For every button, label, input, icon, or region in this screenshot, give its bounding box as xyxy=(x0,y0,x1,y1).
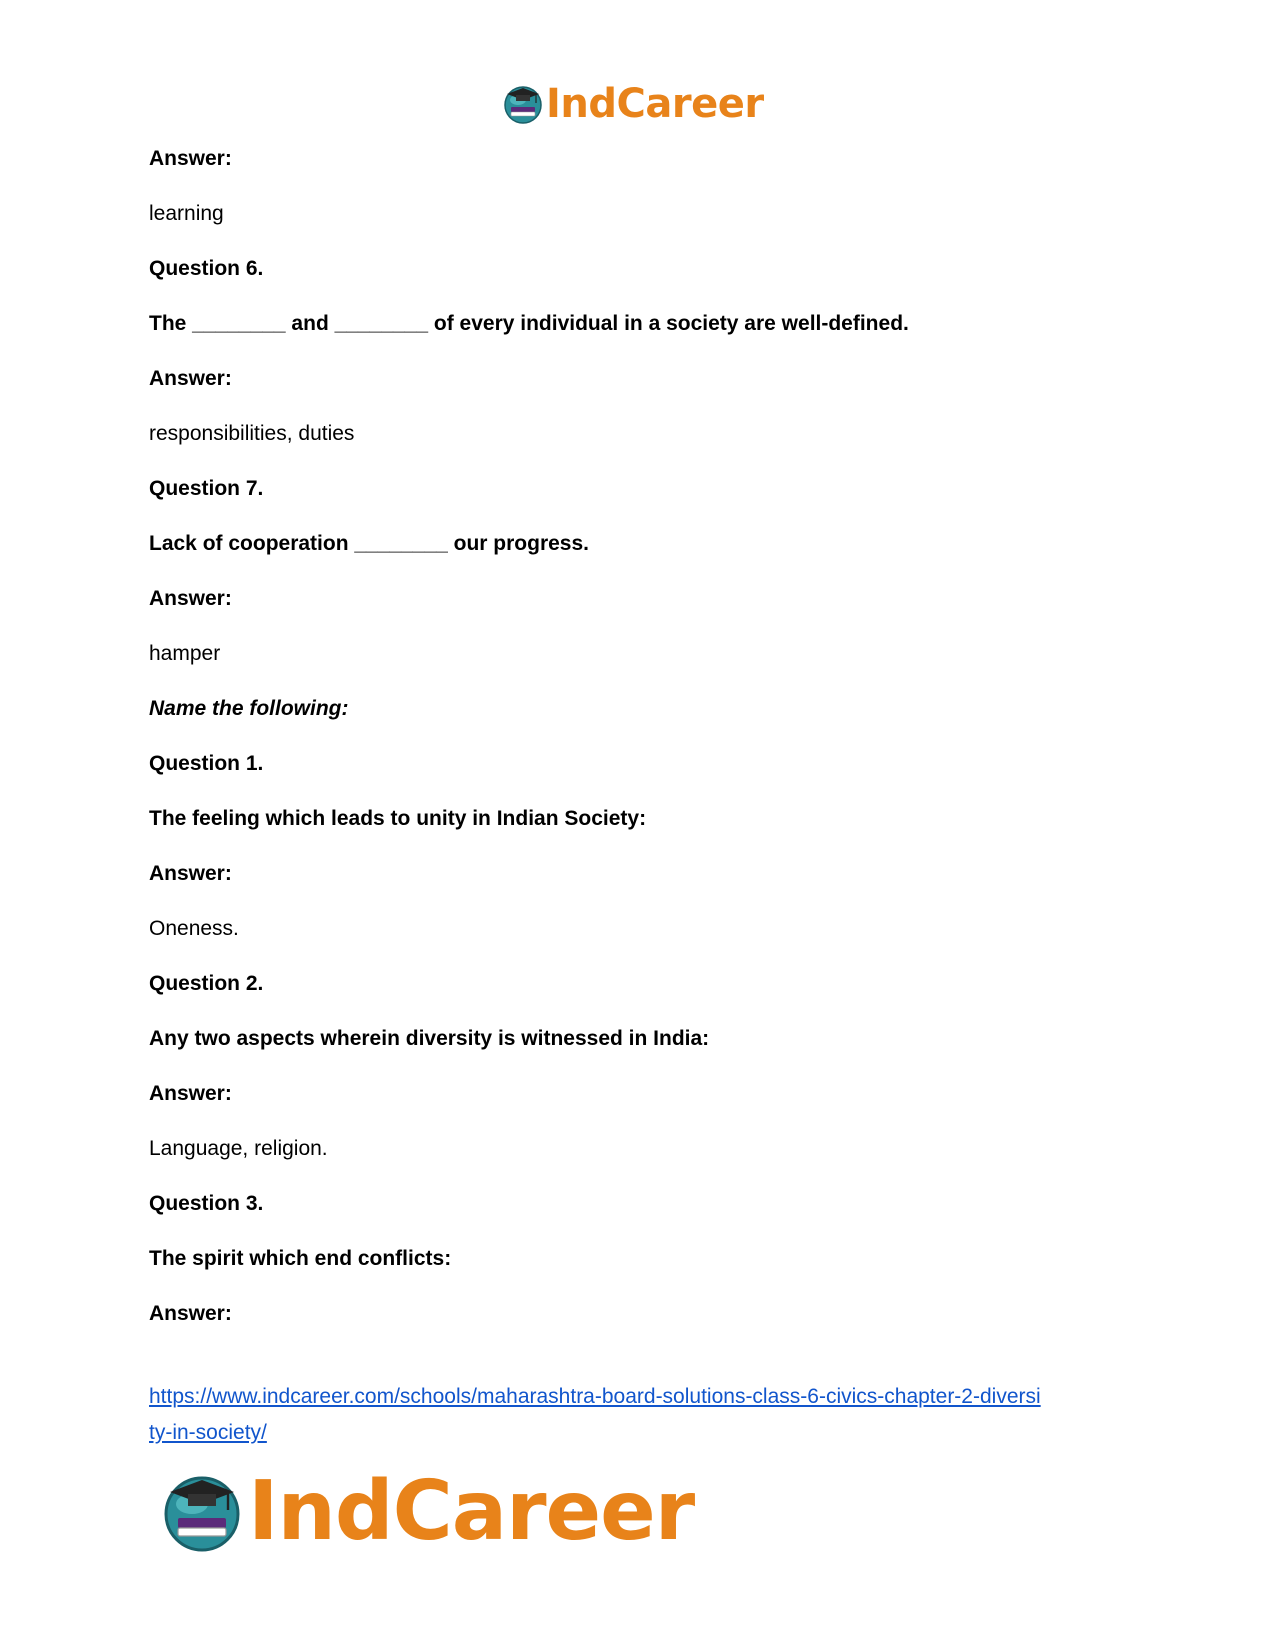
answer-label: Answer: xyxy=(149,587,232,610)
header-logo xyxy=(502,80,764,128)
answer-label: Answer: xyxy=(149,147,232,170)
question-text: The feeling which leads to unity in Indian Society: xyxy=(149,807,647,830)
document-body xyxy=(149,146,1129,1356)
answer-label: Answer: xyxy=(149,367,232,390)
answer-label: Answer: xyxy=(149,862,232,885)
question-text: The spirit which end conflicts: xyxy=(149,1247,452,1270)
question-number: Question 6. xyxy=(149,257,264,280)
question-number: Question 2. xyxy=(149,972,264,995)
question-number: Question 7. xyxy=(149,477,264,500)
section-heading: Name the following: xyxy=(149,697,349,720)
question-number: Question 3. xyxy=(149,1192,264,1215)
question-text: Lack of cooperation ________ our progress. xyxy=(149,532,589,555)
source-link-line-2[interactable]: ty-in-society/ xyxy=(149,1421,267,1444)
answer-text: hamper xyxy=(149,642,221,665)
footer-logo xyxy=(160,1464,695,1559)
question-text: Any two aspects wherein diversity is witnessed in India: xyxy=(149,1027,710,1050)
question-number: Question 1. xyxy=(149,752,264,775)
question-text: The ________ and ________ of every individual in a society are well-defined. xyxy=(149,312,909,335)
answer-label: Answer: xyxy=(149,1082,232,1105)
source-link[interactable] xyxy=(149,1379,1149,1451)
header-logo-text: IndCareer xyxy=(546,81,764,127)
footer-logo-text: IndCareer xyxy=(248,1464,695,1559)
source-link-line-1[interactable]: https://www.indcareer.com/schools/maharashtra-board-solutions-class-6-civics-chapter-2-diversi xyxy=(149,1385,1041,1408)
answer-text: Oneness. xyxy=(149,917,239,940)
answer-label: Answer: xyxy=(149,1302,232,1325)
answer-text: Language, religion. xyxy=(149,1137,328,1160)
graduation-cap-books-globe-icon xyxy=(502,83,544,125)
answer-text: learning xyxy=(149,202,224,225)
graduation-cap-books-globe-icon xyxy=(160,1470,244,1554)
answer-text: responsibilities, duties xyxy=(149,422,355,445)
